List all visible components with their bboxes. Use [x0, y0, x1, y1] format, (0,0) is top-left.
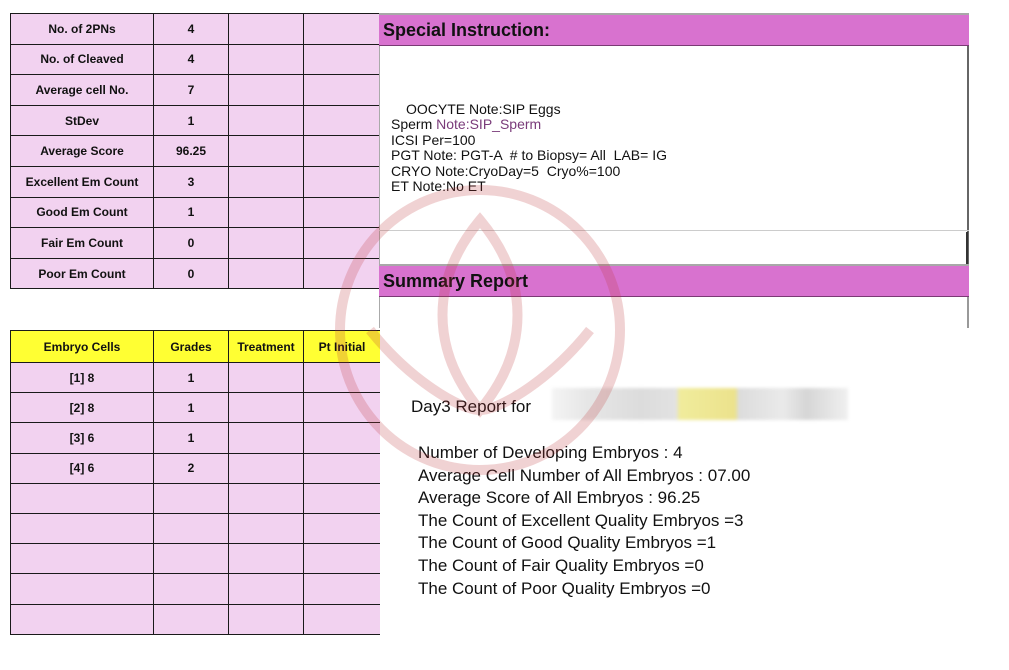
grade-cell: 2: [154, 453, 229, 483]
report-line: The Count of Excellent Quality Embryos =3: [418, 510, 744, 530]
table-row: [11, 513, 381, 543]
report-line: The Count of Poor Quality Embryos =0: [418, 578, 711, 598]
stat-value: 4: [154, 44, 229, 75]
report-for-label: Day3 Report for: [411, 397, 531, 416]
empty-cell: [304, 258, 381, 289]
stat-label: Fair Em Count: [11, 228, 154, 259]
table-row: [11, 423, 381, 453]
empty-cell: [229, 136, 304, 167]
embryo-cells-cell: [11, 604, 154, 634]
column-header-pt-initial: Pt Initial: [304, 331, 381, 363]
table-row: [11, 574, 381, 604]
stat-value: 96.25: [154, 136, 229, 167]
embryo-cells-cell: [11, 483, 154, 513]
empty-cell: [304, 166, 381, 197]
table-row: [11, 197, 381, 228]
embryo-cells-cell: [11, 544, 154, 574]
grade-cell: [154, 513, 229, 543]
stat-label: Average cell No.: [11, 75, 154, 106]
stat-label: No. of 2PNs: [11, 14, 154, 45]
summary-report-lines: [418, 442, 750, 600]
pt-initial-cell: [304, 423, 381, 453]
column-header-grades: Grades: [154, 331, 229, 363]
empty-cell: [229, 75, 304, 106]
et-note: ET Note:No ET: [391, 178, 486, 195]
empty-cell: [304, 136, 381, 167]
embryo-cells-cell: [3] 6: [11, 423, 154, 453]
grade-cell: 1: [154, 423, 229, 453]
table-row: [11, 544, 381, 574]
embryo-grading-table: [10, 330, 380, 635]
empty-cell: [304, 14, 381, 45]
grade-cell: [154, 483, 229, 513]
table-row: [11, 136, 381, 167]
divider: [966, 232, 968, 264]
oocyte-note: OOCYTE Note:SIP Eggs: [406, 101, 561, 117]
empty-cell: [229, 197, 304, 228]
empty-cell: [229, 105, 304, 136]
stat-value: 1: [154, 197, 229, 228]
table-row: [11, 393, 381, 423]
stat-label: StDev: [11, 105, 154, 136]
embryo-cells-cell: [1] 8: [11, 363, 154, 393]
icsi-note: ICSI Per=100: [391, 131, 476, 148]
treatment-cell: [229, 574, 304, 604]
report-line: Number of Developing Embryos : 4: [418, 443, 683, 462]
embryo-cells-cell: [11, 513, 154, 543]
treatment-cell: [229, 513, 304, 543]
report-line: The Count of Good Quality Embryos =1: [418, 533, 717, 553]
grade-cell: 1: [154, 393, 229, 423]
pt-initial-cell: [304, 574, 381, 604]
table-row: [11, 75, 381, 106]
summary-report-body: [379, 297, 969, 328]
grade-cell: 1: [154, 363, 229, 393]
divider: [379, 230, 969, 231]
redacted-patient-name: [552, 388, 848, 420]
stat-label: Poor Em Count: [11, 258, 154, 289]
stat-value: 4: [154, 14, 229, 45]
empty-cell: [304, 44, 381, 75]
table-row: [11, 453, 381, 483]
report-line: The Count of Fair Quality Embryos =0: [418, 555, 704, 575]
pt-initial-cell: [304, 544, 381, 574]
table-row: [11, 363, 381, 393]
treatment-cell: [229, 544, 304, 574]
pgt-note: PGT Note: PGT-A # to Biopsy= All LAB= IG: [391, 147, 667, 164]
table-row: [11, 105, 381, 136]
pt-initial-cell: [304, 483, 381, 513]
report-line: Average Cell Number of All Embryos : 07.00: [418, 465, 751, 485]
pt-initial-cell: [304, 513, 381, 543]
summary-report-header: Summary Report: [379, 264, 969, 297]
sperm-note-value: Note:SIP_Sperm: [436, 116, 542, 133]
stat-label: Excellent Em Count: [11, 166, 154, 197]
treatment-cell: [229, 363, 304, 393]
pt-initial-cell: [304, 453, 381, 483]
stat-value: 0: [154, 258, 229, 289]
stat-value: 7: [154, 75, 229, 106]
grade-cell: [154, 544, 229, 574]
stat-label: No. of Cleaved: [11, 44, 154, 75]
empty-cell: [229, 228, 304, 259]
stat-value: 0: [154, 228, 229, 259]
grade-cell: [154, 574, 229, 604]
treatment-cell: [229, 423, 304, 453]
empty-cell: [304, 75, 381, 106]
cryo-note: CRYO Note:CryoDay=5 Cryo%=100: [391, 162, 621, 179]
treatment-cell: [229, 604, 304, 634]
table-row: [11, 258, 381, 289]
pt-initial-cell: [304, 604, 381, 634]
stat-value: 3: [154, 166, 229, 197]
table-row: [11, 44, 381, 75]
special-instruction-header: Special Instruction:: [379, 13, 969, 46]
stat-value: 1: [154, 105, 229, 136]
column-header-treatment: Treatment: [229, 331, 304, 363]
sperm-note: [391, 117, 667, 132]
pt-initial-cell: [304, 363, 381, 393]
table-header-row: [11, 331, 381, 363]
treatment-cell: [229, 483, 304, 513]
special-instruction-text: [391, 102, 667, 194]
column-header-embryo-cells: Embryo Cells: [11, 331, 154, 363]
pt-initial-cell: [304, 393, 381, 423]
stat-label: Average Score: [11, 136, 154, 167]
embryo-cells-cell: [4] 6: [11, 453, 154, 483]
treatment-cell: [229, 393, 304, 423]
sperm-note-prefix: Sperm: [391, 116, 437, 133]
embryo-cells-cell: [2] 8: [11, 393, 154, 423]
empty-cell: [304, 197, 381, 228]
table-row: [11, 14, 381, 45]
treatment-cell: [229, 453, 304, 483]
empty-cell: [229, 258, 304, 289]
report-line: Average Score of All Embryos : 96.25: [418, 488, 701, 508]
empty-cell: [229, 14, 304, 45]
empty-cell: [229, 166, 304, 197]
table-row: [11, 604, 381, 634]
stat-label: Good Em Count: [11, 197, 154, 228]
table-row: [11, 228, 381, 259]
empty-cell: [304, 228, 381, 259]
table-row: [11, 166, 381, 197]
embryo-cells-cell: [11, 574, 154, 604]
empty-cell: [229, 44, 304, 75]
embryo-summary-table: [10, 13, 380, 289]
grade-cell: [154, 604, 229, 634]
empty-cell: [304, 105, 381, 136]
table-row: [11, 483, 381, 513]
